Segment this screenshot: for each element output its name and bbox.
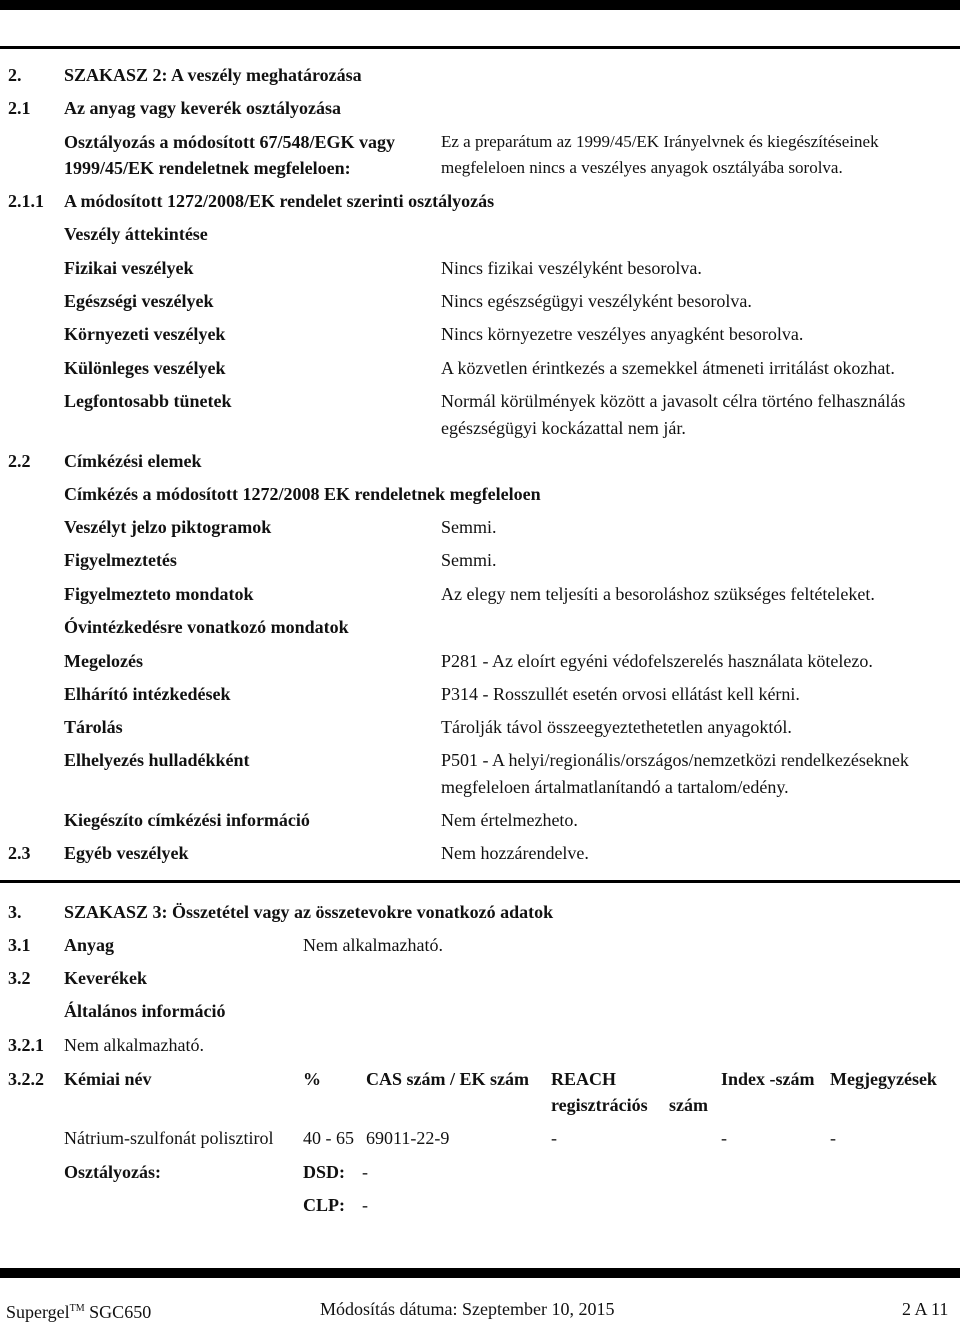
- labelling-value: Az elegy nem teljesíti a besoroláshoz szükséges feltételeket.: [441, 584, 875, 604]
- hazard-overview-title: Veszély áttekintése: [64, 224, 208, 244]
- section-2-1-number: 2.1: [8, 98, 31, 118]
- footer-rule: [0, 1268, 960, 1278]
- labelling-label: Megelozés: [64, 651, 143, 671]
- table-header-reach-line1: REACH: [551, 1069, 617, 1089]
- table-header-index: Index -szám: [721, 1069, 815, 1089]
- footer-trademark: TM: [69, 1303, 85, 1314]
- hazard-value-line2: egészségügyi kockázattal nem jár.: [441, 418, 686, 438]
- section-3-2-1-number: 3.2.1: [8, 1035, 44, 1055]
- hazard-label: Fizikai veszélyek: [64, 258, 194, 278]
- directive-value-line2: megfeleloen nincs a veszélyes anyagok osztályába sorolva.: [441, 158, 843, 177]
- section-2-1-title: Az anyag vagy keverék osztályozása: [64, 98, 341, 118]
- table-header-percent: %: [303, 1069, 321, 1089]
- dsd-label: DSD:: [303, 1162, 346, 1182]
- footer-product-name: Supergel: [6, 1302, 70, 1322]
- hazard-label: Környezeti veszélyek: [64, 324, 226, 344]
- hazard-label: Különleges veszélyek: [64, 358, 226, 378]
- footer-page-number: 2 A 11: [902, 1299, 949, 1319]
- table-cell-reach: -: [551, 1128, 557, 1148]
- table-header-name: Kémiai név: [64, 1069, 152, 1089]
- directive-label-line1: Osztályozás a módosított 67/548/EGK vagy: [64, 132, 395, 152]
- section-3-1-number: 3.1: [8, 935, 31, 955]
- table-header-reach-line2: regisztrációs: [551, 1095, 648, 1115]
- table-cell-cas: 69011-22-9: [366, 1128, 450, 1148]
- clp-value: -: [362, 1195, 368, 1215]
- labelling-label: Figyelmezteto mondatok: [64, 584, 254, 604]
- section-3-2-2-number: 3.2.2: [8, 1069, 44, 1089]
- directive-label-line2: 1999/45/EK rendeletnek megfeleloen:: [64, 158, 351, 178]
- dsd-value: -: [362, 1162, 368, 1182]
- classification-label: Osztályozás:: [64, 1162, 161, 1182]
- table-header-notes: Megjegyzések: [830, 1069, 937, 1089]
- section-divider: [0, 880, 960, 883]
- table-cell-name: Nátrium-szulfonát polisztirol: [64, 1128, 274, 1148]
- labelling-value-line2: megfeleloen ártalmatlanítandó a tartalom/edény.: [441, 777, 789, 797]
- labelling-value: Tárolják távol összeegyeztethetetlen anyagoktól.: [441, 717, 792, 737]
- section-2-title: SZAKASZ 2: A veszély meghatározása: [64, 65, 362, 85]
- section-2-1-1-title: A módosított 1272/2008/EK rendelet szerinti osztályozás: [64, 191, 495, 211]
- table-cell-percent: 40 - 65: [303, 1128, 354, 1148]
- labelling-label: Tárolás: [64, 717, 123, 737]
- general-info-title: Általános információ: [64, 1001, 226, 1021]
- labelling-value: Semmi.: [441, 517, 497, 537]
- footer-product: [6, 1296, 151, 1325]
- section-3-2-number: 3.2: [8, 968, 31, 988]
- labelling-value: Semmi.: [441, 550, 497, 570]
- hazard-value: Nincs környezetre veszélyes anyagként besorolva.: [441, 324, 804, 344]
- hazard-label: Legfontosabb tünetek: [64, 391, 232, 411]
- section-3-2-1-value: Nem alkalmazható.: [64, 1035, 204, 1055]
- section-2-1-1-number: 2.1.1: [8, 191, 44, 211]
- labelling-label: Kiegészíto címkézési információ: [64, 810, 310, 830]
- section-3-1-title: Anyag: [64, 935, 115, 955]
- table-cell-notes: -: [830, 1128, 836, 1148]
- labelling-title: Címkézés a módosított 1272/2008 EK rendeletnek megfeleloen: [64, 484, 541, 504]
- footer-product-code: SGC650: [89, 1302, 152, 1322]
- section-3-2-title: Keverékek: [64, 968, 147, 988]
- table-cell-index: -: [721, 1128, 727, 1148]
- directive-value-line1: Ez a preparátum az 1999/45/EK Irányelvnek és kiegészítéseinek: [441, 132, 879, 151]
- section-2-2-number: 2.2: [8, 451, 31, 471]
- section-2-3-number: 2.3: [8, 843, 31, 863]
- hazard-value: Nincs egészségügyi veszélyként besorolva.: [441, 291, 752, 311]
- hazard-label: Egészségi veszélyek: [64, 291, 214, 311]
- section-3-1-value: Nem alkalmazható.: [303, 935, 443, 955]
- labelling-label: Veszélyt jelzo piktogramok: [64, 517, 272, 537]
- top-rule-thick: [0, 0, 960, 10]
- top-rule-thin: [0, 46, 960, 49]
- hazard-value-line1: Normál körülmények között a javasolt célra történo felhasználás: [441, 391, 906, 411]
- section-2-number: 2.: [8, 65, 22, 85]
- footer-revision-date: Módosítás dátuma: Szeptember 10, 2015: [320, 1299, 615, 1319]
- labelling-value: P281 - Az eloírt egyéni védofelszerelés használata kötelezo.: [441, 651, 873, 671]
- labelling-label: Elhárító intézkedések: [64, 684, 231, 704]
- section-2-2-title: Címkézési elemek: [64, 451, 202, 471]
- labelling-value-line1: P501 - A helyi/regionális/országos/nemzetközi rendelkezéseknek: [441, 750, 909, 770]
- table-header-cas: CAS szám / EK szám: [366, 1069, 529, 1089]
- labelling-value: Nem értelmezheto.: [441, 810, 578, 830]
- hazard-value: A közvetlen érintkezés a szemekkel átmeneti irritálást okozhat.: [441, 358, 895, 378]
- labelling-label: Óvintézkedésre vonatkozó mondatok: [64, 617, 349, 637]
- section-3-title: SZAKASZ 3: Összetétel vagy az összetevokre vonatkozó adatok: [64, 902, 554, 922]
- hazard-value: Nincs fizikai veszélyként besorolva.: [441, 258, 702, 278]
- labelling-value: P314 - Rosszullét esetén orvosi ellátást kell kérni.: [441, 684, 800, 704]
- table-header-reach-line3: szám: [669, 1095, 708, 1115]
- section-2-3-title: Egyéb veszélyek: [64, 843, 189, 863]
- labelling-label: Figyelmeztetés: [64, 550, 177, 570]
- clp-label: CLP:: [303, 1195, 345, 1215]
- section-3-number: 3.: [8, 902, 22, 922]
- labelling-label: Elhelyezés hulladékként: [64, 750, 250, 770]
- section-2-3-value: Nem hozzárendelve.: [441, 843, 589, 863]
